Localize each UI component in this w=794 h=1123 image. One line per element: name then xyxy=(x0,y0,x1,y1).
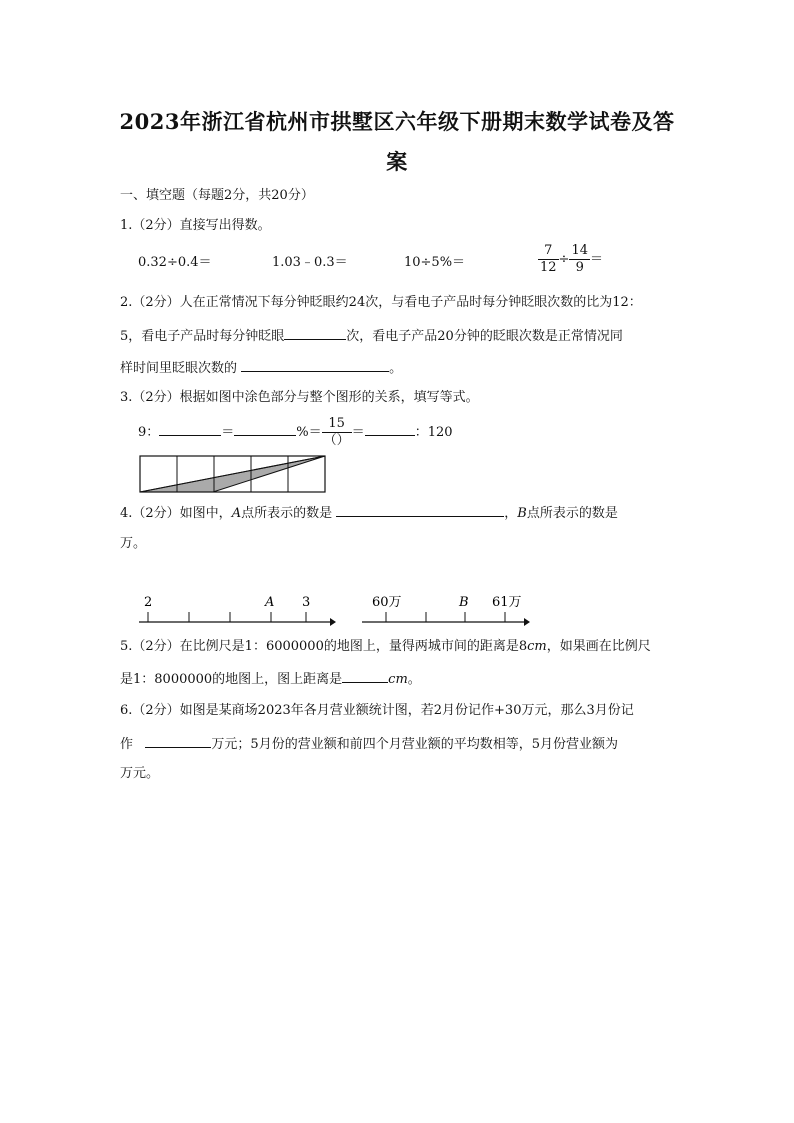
q1-divide-sign: ÷ xyxy=(558,252,570,267)
q2-line1: 2.（2分）人在正常情况下每分钟眨眼约24次，与看电子产品时每分钟眨眼次数的比为12： xyxy=(120,295,642,310)
q4-point-b-label: B xyxy=(517,506,527,521)
q3-fraction-denominator: （） xyxy=(323,433,350,448)
q3-equals-2: ＝ xyxy=(351,425,365,440)
q3-equals-1: ＝ xyxy=(221,425,235,440)
q6-line2-text-a: 作 xyxy=(120,737,134,752)
q2-blank-1[interactable] xyxy=(284,325,346,340)
q4-line1 xyxy=(120,502,618,524)
q6-line3: 万元。 xyxy=(120,766,160,781)
number-line-2-point-b: B xyxy=(459,595,469,610)
q4-blank-1[interactable] xyxy=(336,502,504,517)
q3-blank-1[interactable] xyxy=(159,421,221,436)
q5-line2-text-a: 是1：8000000的地图上，图上距离是 xyxy=(120,672,343,687)
q1-fraction-2 xyxy=(569,243,590,276)
q3-equation xyxy=(138,416,453,449)
q6-line2 xyxy=(120,733,618,755)
q5-blank[interactable] xyxy=(342,668,388,683)
q6-line1: 6.（2分）如图是某商场2023年各月营业额统计图，若2月份记作+30万元，那么3月份记 xyxy=(120,703,634,718)
q2-line2-text-b: 次，看电子产品20分钟的眨眼次数是正常情况同 xyxy=(346,329,623,344)
q1-expr-3: 10÷5%＝ xyxy=(404,255,466,270)
q2-blank-2[interactable] xyxy=(241,357,389,372)
exam-title-line1: 2023年浙江省杭州市拱墅区六年级下册期末数学试卷及答 xyxy=(119,109,675,134)
q3-shaded-rectangle-figure xyxy=(138,454,328,494)
q3-blank-2[interactable] xyxy=(234,421,296,436)
q5-unit-2: cm xyxy=(388,672,408,687)
q1-fraction-1-denominator: 12 xyxy=(540,260,557,275)
q2-line3 xyxy=(120,357,402,379)
q1-expr-1: 0.32÷0.4＝ xyxy=(138,255,212,270)
q6-blank[interactable] xyxy=(145,733,211,748)
number-line-1-start-label: 2 xyxy=(144,595,153,610)
number-line-2-start-label: 60万 xyxy=(372,595,402,610)
q3-fraction xyxy=(322,416,352,449)
q3-diagonal-line xyxy=(140,456,325,492)
q4-line1-text-b: 点所表示的数是 xyxy=(241,506,333,521)
q5-line2 xyxy=(120,668,421,690)
q5-line1 xyxy=(120,637,651,657)
number-line-2-arrow-icon xyxy=(524,618,530,626)
section-heading: 一、填空题（每题2分，共20分） xyxy=(120,188,314,203)
q3-stem: 3.（2分）根据如图中涂色部分与整个图形的关系，填写等式。 xyxy=(120,390,479,405)
q1-fraction-2-denominator: 9 xyxy=(575,260,584,275)
q4-number-line-2 xyxy=(362,595,530,626)
q3-fraction-numerator: 15 xyxy=(322,416,352,433)
q5-line1-text-a: 5.（2分）在比例尺是1：6000000的地图上，量得两城市间的距离是8 xyxy=(120,639,528,654)
number-line-2-end-label: 61万 xyxy=(492,595,522,610)
q1-fraction-1-numerator: 7 xyxy=(538,243,559,260)
q4-point-a-label: A xyxy=(231,506,242,521)
q2-line3-text-a: 样时间里眨眼次数的 xyxy=(120,361,238,376)
number-line-1-end-label: 3 xyxy=(302,595,311,610)
q4-line1-text-d: 点所表示的数是 xyxy=(526,506,618,521)
q2-line2 xyxy=(120,325,623,347)
q1-expr-2: 1.03﹣0.3＝ xyxy=(272,255,348,270)
q3-ratio-start: 9： xyxy=(138,425,160,440)
q4-line1-text-a: 4.（2分）如图中， xyxy=(120,506,232,521)
q4-number-line-1 xyxy=(139,595,336,626)
q4-comma: ， xyxy=(504,506,518,521)
q3-percent-equals: %＝ xyxy=(296,425,322,440)
q1-stem: 1.（2分）直接写出得数。 xyxy=(120,218,271,233)
number-line-1-arrow-icon xyxy=(330,618,336,626)
q5-line1-text-b: ，如果画在比例尺 xyxy=(546,639,651,654)
q1-fraction-2-numerator: 14 xyxy=(571,243,588,258)
q4-number-lines xyxy=(134,590,534,630)
q2-line3-text-b: 。 xyxy=(389,361,403,376)
q1-expr-4 xyxy=(538,243,603,276)
q6-line2-text-b: 万元；5月份的营业额和前四个月营业额的平均数相等，5月份营业额为 xyxy=(211,737,618,752)
q3-blank-3[interactable] xyxy=(365,421,415,436)
exam-title-line2: 案 xyxy=(386,149,408,174)
q1-fraction-1 xyxy=(538,243,559,276)
q2-line2-text-a: 5，看电子产品时每分钟眨眼 xyxy=(120,329,285,344)
number-line-1-point-a: A xyxy=(265,595,275,610)
q5-line2-text-b: 。 xyxy=(407,672,421,687)
q4-line2: 万。 xyxy=(120,536,147,551)
q1-equals: ＝ xyxy=(590,252,604,267)
q3-ratio-end: ：120 xyxy=(414,425,453,440)
q5-unit-1: cm xyxy=(527,639,547,654)
